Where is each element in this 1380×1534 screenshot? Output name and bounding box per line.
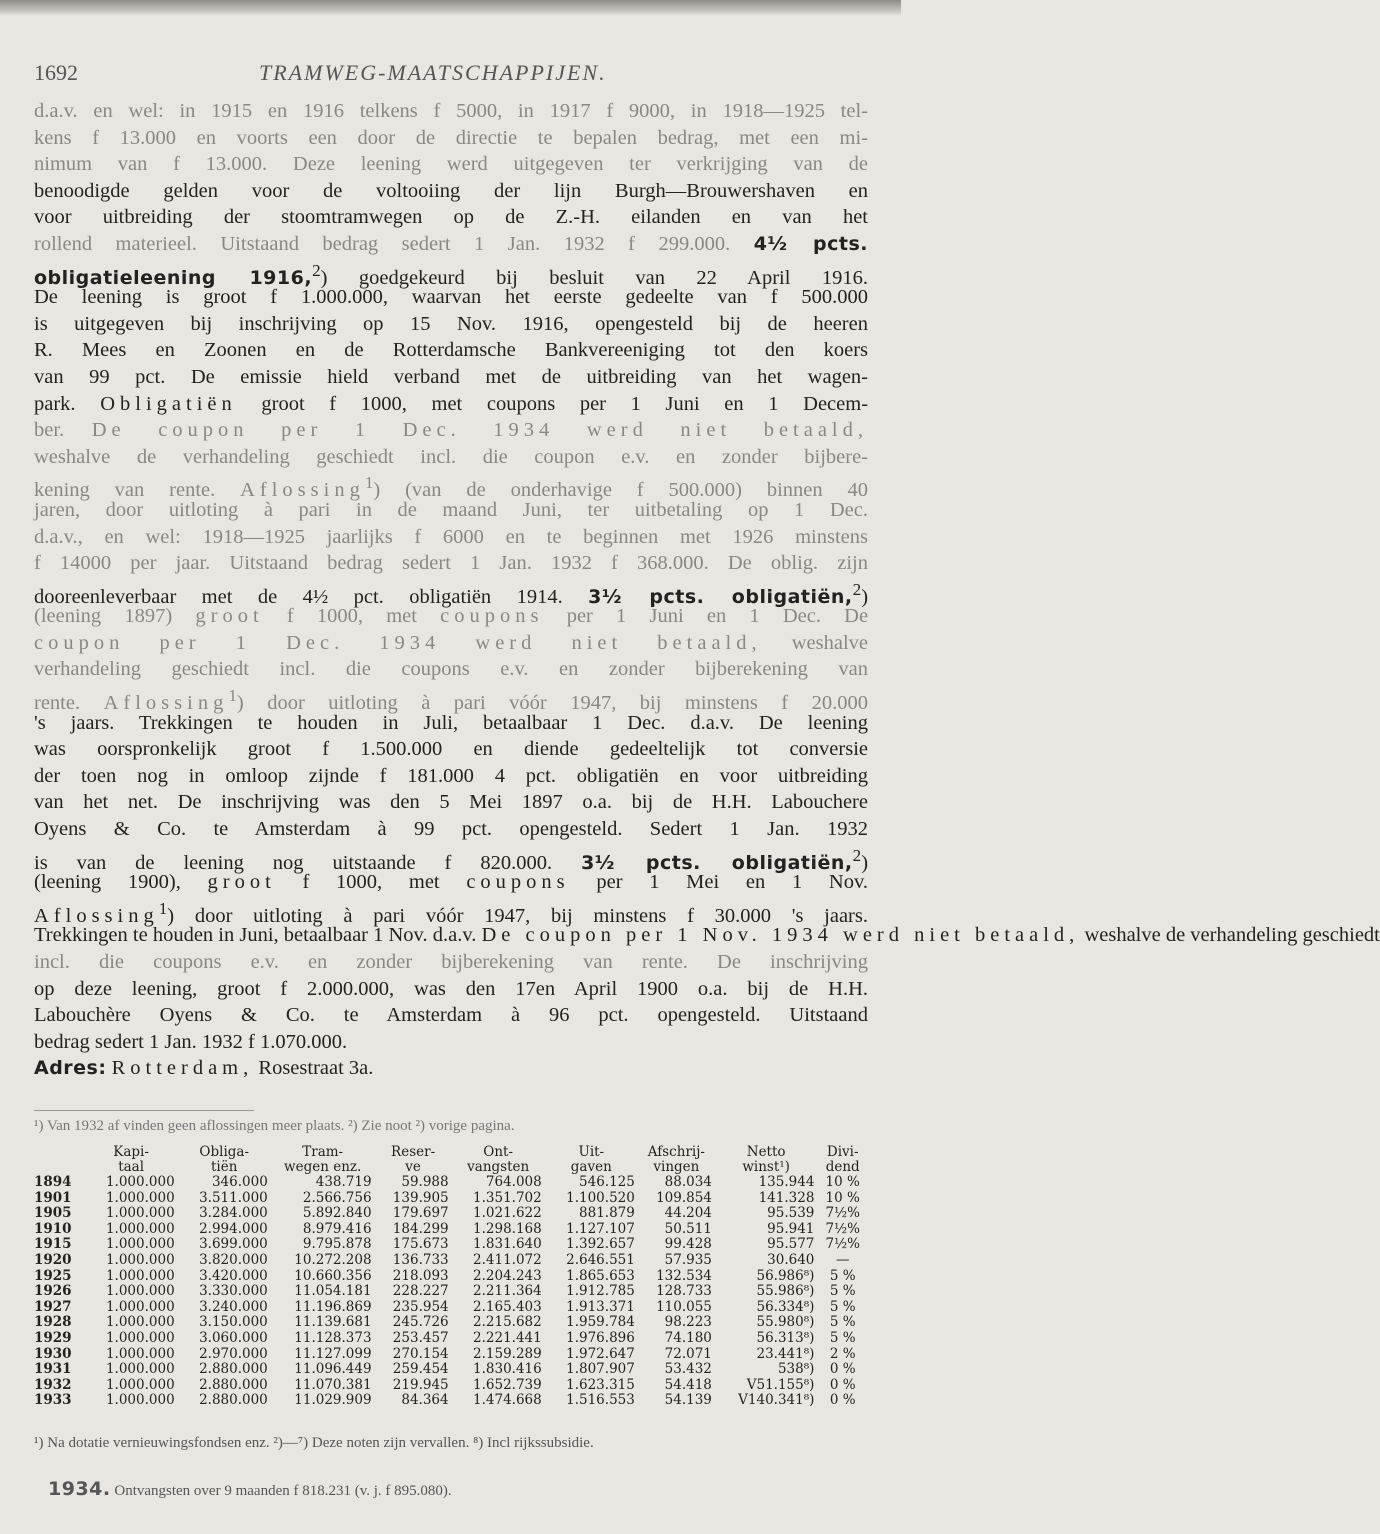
table-cell: 11.128.373 xyxy=(294,1329,372,1346)
text-line: der toen nog in omloop zijnde f 181.000 4 pct. obligatiën en voor uitbreiding xyxy=(34,764,868,787)
table-cell: 5 % xyxy=(829,1283,856,1300)
table-cell: 8.979.416 xyxy=(302,1220,372,1237)
table-cell: 10 % xyxy=(825,1174,860,1190)
table-cell: 3.511.000 xyxy=(199,1189,268,1206)
table-cell: 245.726 xyxy=(392,1314,449,1331)
table-row xyxy=(34,1362,868,1378)
table-cell: — xyxy=(835,1251,850,1268)
table-cell: 1.000.000 xyxy=(105,1345,175,1362)
table-cell: 3.820.000 xyxy=(199,1251,268,1268)
table-cell: 11.139.681 xyxy=(294,1314,372,1331)
table-cell: 9.795.878 xyxy=(302,1236,372,1253)
table-cell: 74.180 xyxy=(664,1329,712,1346)
table-cell: 764.008 xyxy=(485,1174,542,1190)
text-line: Trekkingen te houden in Juni, betaalbaar 1 Nov. d.a.v. De coupon per 1 Nov. 1934 werd niet betaald, weshalve de verhandeling geschiedt xyxy=(34,924,1380,947)
text-line: R. Mees en Zoonen en de Rotterdamsche Bankvereeniging tot den koers xyxy=(34,339,868,362)
table-cell: 2.411.072 xyxy=(473,1251,542,1268)
text-line: Labouchère Oyens & Co. te Amsterdam à 96 pct. opengesteld. Uitstaand xyxy=(34,1004,868,1027)
text-line: is uitgegeven bij inschrijving op 15 Nov. 1916, opengesteld bij de heeren xyxy=(34,312,868,335)
table-row xyxy=(34,1284,868,1300)
table-cell: 0 % xyxy=(829,1376,856,1393)
text-line: coupon per 1 Dec. 1934 werd niet betaald, weshalve xyxy=(34,631,869,654)
table-cell: 1.000.000 xyxy=(105,1376,175,1393)
table-cell: 10 % xyxy=(825,1189,860,1206)
table-cell: 1.000.000 xyxy=(105,1251,175,1268)
text-line: kens f 13.000 en voorts een door de directie te bepalen bedrag, met een mi- xyxy=(34,126,868,149)
table-cell: 270.154 xyxy=(392,1345,449,1362)
table-cell: 1.865.653 xyxy=(566,1267,635,1284)
column-header: Ont- vangsten xyxy=(467,1144,530,1175)
text-line: voor uitbreiding der stoomtramwegen op de Z.-H. eilanden en van het xyxy=(34,206,868,229)
table-cell: 1.000.000 xyxy=(105,1283,175,1300)
text-line: Oyens & Co. te Amsterdam à 99 pct. opengesteld. Sedert 1 Jan. 1932 xyxy=(34,818,868,841)
text-line: van het net. De inschrijving was den 5 Mei 1897 o.a. bij de H.H. Labouchere xyxy=(34,791,868,814)
table-cell: 11.070.381 xyxy=(294,1376,372,1393)
table-cell: 1.972.647 xyxy=(566,1345,635,1362)
table-cell: 1.474.668 xyxy=(473,1392,542,1409)
text-line: verhandeling geschiedt incl. die coupons e.v. en zonder bijberekening van xyxy=(34,658,868,681)
table-cell: 11.054.181 xyxy=(294,1283,372,1300)
table-cell: 1.000.000 xyxy=(105,1267,175,1284)
table-cell: 110.055 xyxy=(656,1298,712,1315)
table-cell: 3.699.000 xyxy=(199,1236,268,1253)
year-cell: 1928 xyxy=(34,1314,72,1331)
table-cell: 11.096.449 xyxy=(294,1361,372,1378)
table-cell: 2.215.682 xyxy=(473,1314,542,1331)
text-line: kening van rente. Aflossing$^1$) (van de onderhavige f 500.000) binnen 40 xyxy=(34,473,868,502)
text-line: op deze leening, groot f 2.000.000, was den 17en April 1900 o.a. bij de H.H. xyxy=(34,977,868,1000)
year-cell: 1915 xyxy=(34,1236,72,1253)
table-cell: 3.060.000 xyxy=(199,1329,268,1346)
table-cell: 1.959.784 xyxy=(566,1314,635,1331)
table-cell: 2.994.000 xyxy=(199,1220,268,1237)
table-cell: 132.534 xyxy=(656,1267,712,1284)
table-cell: 11.196.869 xyxy=(294,1298,372,1315)
table-header xyxy=(34,1145,868,1175)
table-cell: 44.204 xyxy=(664,1205,712,1222)
year-cell: 1925 xyxy=(34,1267,72,1284)
loan-heading: 4½ pcts. xyxy=(753,232,869,255)
table-cell: 1.000.000 xyxy=(105,1220,175,1237)
table-cell: 1.912.785 xyxy=(566,1283,635,1300)
table-cell: 128.733 xyxy=(656,1283,712,1300)
column-header: Netto winst¹) xyxy=(742,1144,790,1175)
table-cell: 1.000.000 xyxy=(105,1392,175,1409)
year-text: Ontvangsten over 9 maanden f 818.231 (v. j. f 895.080). xyxy=(114,1483,452,1499)
table-cell: 3.284.000 xyxy=(199,1205,268,1222)
table-cell: 10.660.356 xyxy=(294,1267,372,1284)
text-line: (leening 1900), groot f 1000, met coupons per 1 Mei en 1 Nov. xyxy=(34,871,868,894)
table-cell: 3.420.000 xyxy=(199,1267,268,1284)
loan-heading: obligatieleening 1916, xyxy=(34,266,313,289)
table-cell: 1.000.000 xyxy=(105,1314,175,1331)
table-cell: 3.240.000 xyxy=(199,1298,268,1315)
table-cell: 135.944 xyxy=(758,1174,815,1190)
table-cell: 2.880.000 xyxy=(199,1392,268,1409)
table-cell: 1.298.168 xyxy=(473,1220,542,1237)
year-cell: 1932 xyxy=(34,1376,72,1393)
table-cell: 228.227 xyxy=(392,1283,449,1300)
table-cell: 2.880.000 xyxy=(199,1361,268,1378)
page-number: 1692 xyxy=(34,60,78,85)
column-header: Uit- gaven xyxy=(570,1144,612,1175)
column-header: Divi- dend xyxy=(825,1144,860,1175)
table-cell: 546.125 xyxy=(579,1174,635,1190)
year-cell: 1930 xyxy=(34,1345,72,1362)
year-cell: 1926 xyxy=(34,1283,72,1300)
year-note xyxy=(48,1478,452,1500)
running-title: TRAMWEG-MAATSCHAPPIJEN. xyxy=(259,60,607,85)
table-cell: V51.155⁸) xyxy=(746,1376,815,1393)
table-cell: 2.221.441 xyxy=(473,1329,542,1346)
text-line: incl. die coupons e.v. en zonder bijberekening van rente. De inschrijving xyxy=(34,951,868,973)
table-cell: 1.807.907 xyxy=(566,1361,635,1378)
table-row xyxy=(34,1393,868,1409)
table-cell: 1.830.416 xyxy=(473,1361,542,1378)
table-cell: 95.539 xyxy=(767,1205,815,1222)
table-cell: 438.719 xyxy=(315,1174,372,1190)
table-cell: 5 % xyxy=(829,1267,856,1284)
table-cell: 72.071 xyxy=(664,1345,712,1362)
table-cell: 1.000.000 xyxy=(105,1361,175,1378)
column-header: Kapi- taal xyxy=(113,1144,149,1175)
table-row xyxy=(34,1237,868,1253)
table-cell: 184.299 xyxy=(392,1220,449,1237)
table-row xyxy=(34,1331,868,1347)
table-row xyxy=(34,1253,868,1269)
table-cell: 5 % xyxy=(829,1298,856,1315)
table-cell: 1.000.000 xyxy=(105,1189,175,1206)
table-cell: 175.673 xyxy=(392,1236,449,1253)
table-cell: 7½% xyxy=(825,1236,860,1253)
financial-table xyxy=(34,1145,868,1409)
table-row xyxy=(34,1206,868,1222)
table-cell: 59.988 xyxy=(401,1174,449,1190)
table-row xyxy=(34,1191,868,1207)
table-cell: 1.000.000 xyxy=(105,1205,175,1222)
table-cell: 11.127.099 xyxy=(294,1345,372,1362)
table-cell: 95.941 xyxy=(767,1220,815,1237)
table-cell: 1.392.657 xyxy=(566,1236,635,1253)
text-line: d.a.v. en wel: in 1915 en 1916 telkens f 5000, in 1917 f 9000, in 1918—1925 tel- xyxy=(34,100,868,122)
column-header: Obliga- tiën xyxy=(199,1144,250,1175)
table-cell: 1.000.000 xyxy=(105,1174,175,1190)
text-line: bedrag sedert 1 Jan. 1932 f 1.070.000. xyxy=(34,1030,348,1053)
table-row xyxy=(34,1269,868,1285)
table-cell: 55.980⁸) xyxy=(756,1314,815,1331)
year-cell: 1910 xyxy=(34,1220,72,1237)
table-cell: 54.418 xyxy=(664,1376,712,1393)
text-line: rollend materieel. Uitstaand bedrag sedert 1 Jan. 1932 f 299.000. 4½ pcts. xyxy=(34,232,869,255)
scan-edge xyxy=(0,0,901,16)
table-cell: 50.511 xyxy=(664,1220,712,1237)
year-cell: 1905 xyxy=(34,1205,72,1222)
table-cell: 109.854 xyxy=(656,1189,712,1206)
table-row xyxy=(34,1300,868,1316)
text-line: weshalve de verhandeling geschiedt incl. die coupon e.v. en zonder bijbere- xyxy=(34,445,868,468)
text-line: obligatieleening 1916,$^2$) goedgekeurd bij besluit van 22 April 1916. xyxy=(34,260,869,289)
year-cell: 1894 xyxy=(34,1174,72,1190)
address-label: Adres: xyxy=(34,1057,107,1080)
table-cell: 1.351.702 xyxy=(473,1189,542,1206)
text-line: was oorspronkelijk groot f 1.500.000 en diende gedeeltelijk tot conversie xyxy=(34,738,868,761)
table-cell: 11.029.909 xyxy=(294,1392,372,1409)
table-cell: 7½% xyxy=(825,1205,860,1222)
table-cell: 30.640 xyxy=(767,1251,815,1268)
year-cell: 1927 xyxy=(34,1298,72,1315)
text-line: Aflossing$^1$) door uitloting à pari vóór 1947, bij minstens f 30.000 's jaars. xyxy=(34,898,868,927)
text-line: 's jaars. Trekkingen te houden in Juli, betaalbaar 1 Dec. d.a.v. De leening xyxy=(34,711,868,734)
page-header xyxy=(34,60,864,90)
text-line: ber. De coupon per 1 Dec. 1934 werd niet betaald, xyxy=(34,419,869,442)
table-cell: 56.986⁸) xyxy=(756,1267,815,1284)
body-text xyxy=(34,98,1380,1082)
table-cell: 5 % xyxy=(829,1314,856,1331)
table-cell: 1.000.000 xyxy=(105,1329,175,1346)
table-cell: 1.000.000 xyxy=(105,1298,175,1315)
table-row xyxy=(34,1175,868,1191)
table-row xyxy=(34,1347,868,1363)
table-cell: 538⁸) xyxy=(777,1361,815,1378)
table-row xyxy=(34,1378,868,1394)
table-row xyxy=(34,1315,868,1331)
table-cell: 55.986⁸) xyxy=(756,1283,815,1300)
table-cell: 1.000.000 xyxy=(105,1236,175,1253)
table-row xyxy=(34,1222,868,1238)
footnote-rule xyxy=(34,1110,254,1111)
text-line: benoodigde gelden voor de voltooiing der lijn Burgh—Brouwershaven en xyxy=(34,179,868,202)
table-cell: 218.093 xyxy=(392,1267,449,1284)
table-cell: 3.150.000 xyxy=(199,1314,268,1331)
table-cell: 139.905 xyxy=(392,1189,449,1206)
loan-heading: 3½ pcts. obligatiën, xyxy=(581,851,853,874)
text-line: van 99 pct. De emissie hield verband met de uitbreiding van het wagen- xyxy=(34,365,868,388)
table-cell: 84.364 xyxy=(401,1392,449,1409)
year-cell: 1901 xyxy=(34,1189,72,1206)
table-cell: 2.204.243 xyxy=(473,1267,542,1284)
table-cell: 56.334⁸) xyxy=(756,1298,815,1315)
table-cell: 259.454 xyxy=(392,1361,449,1378)
table-cell: 99.428 xyxy=(664,1236,712,1253)
table-cell: 5.892.840 xyxy=(302,1205,372,1222)
table-cell: 346.000 xyxy=(211,1174,268,1190)
table-cell: V140.341⁸) xyxy=(738,1392,815,1409)
table-cell: 2.646.551 xyxy=(566,1251,635,1268)
table-cell: 7½% xyxy=(825,1220,860,1237)
text-line: park. Obligatiën groot f 1000, met coupons per 1 Juni en 1 Decem- xyxy=(34,392,869,415)
table-cell: 1.623.315 xyxy=(566,1376,635,1393)
table-cell: 1.127.107 xyxy=(566,1220,635,1237)
column-header: Reser- ve xyxy=(391,1144,436,1175)
table-cell: 1.100.520 xyxy=(566,1189,635,1206)
text-line: rente. Aflossing$^1$) door uitloting à pari vóór 1947, bij minstens f 20.000 xyxy=(34,686,868,714)
table-cell: 10.272.208 xyxy=(294,1251,372,1268)
table-cell: 235.954 xyxy=(392,1298,449,1315)
table-cell: 136.733 xyxy=(392,1251,449,1268)
table-cell: 23.441⁸) xyxy=(756,1345,815,1362)
table-cell: 95.577 xyxy=(767,1236,815,1253)
table-cell: 88.034 xyxy=(664,1174,712,1190)
table-cell: 1.913.371 xyxy=(566,1298,635,1315)
year-cell: 1931 xyxy=(34,1361,72,1378)
table-cell: 5 % xyxy=(829,1329,856,1346)
footnote-bottom: ¹) Na dotatie vernieuwingsfondsen enz. ²)—⁷) Deze noten zijn vervallen. ⁸) Incl rijkssubsidie. xyxy=(34,1435,594,1451)
year-cell: 1920 xyxy=(34,1251,72,1268)
table-cell: 0 % xyxy=(829,1392,856,1409)
table-cell: 2.566.756 xyxy=(302,1189,372,1206)
table-cell: 141.328 xyxy=(758,1189,815,1206)
column-header: Afschrij- vingen xyxy=(647,1144,705,1175)
table-cell: 54.139 xyxy=(664,1392,712,1409)
table-cell: 2.880.000 xyxy=(199,1376,268,1393)
year-cell: 1933 xyxy=(34,1392,72,1409)
table-cell: 2.159.289 xyxy=(473,1345,542,1362)
text-line: jaren, door uitloting à pari in de maand Juni, ter uitbetaling op 1 Dec. xyxy=(34,498,868,521)
text-line: nimum van f 13.000. Deze leening werd uitgegeven ter verkrijging van de xyxy=(34,153,868,176)
address-line: Adres: Rotterdam, Rosestraat 3a. xyxy=(34,1057,374,1080)
text-line: dooreenleverbaar met de 4½ pct. obligatiën 1914. 3½ pcts. obligatiën,$^2$) xyxy=(34,579,869,608)
table-cell: 881.879 xyxy=(579,1205,635,1222)
table-cell: 253.457 xyxy=(392,1329,449,1346)
table-cell: 2 % xyxy=(829,1345,856,1362)
table-cell: 53.432 xyxy=(664,1361,712,1378)
table-cell: 2.970.000 xyxy=(199,1345,268,1362)
table-cell: 1.516.553 xyxy=(566,1392,635,1409)
text-line: De leening is groot f 1.000.000, waarvan het eerste gedeelte van f 500.000 xyxy=(34,286,868,309)
table-cell: 3.330.000 xyxy=(199,1283,268,1300)
table-cell: 1.021.622 xyxy=(473,1205,542,1222)
table-cell: 179.697 xyxy=(392,1205,449,1222)
year-label: 1934. xyxy=(48,1478,111,1500)
column-header xyxy=(34,1145,85,1175)
table-cell: 2.211.364 xyxy=(473,1283,542,1300)
table-body xyxy=(34,1175,868,1409)
text-line: f 14000 per jaar. Uitstaand bedrag sedert 1 Jan. 1932 f 368.000. De oblig. zijn xyxy=(34,552,868,575)
table-cell: 98.223 xyxy=(664,1314,712,1331)
table-cell: 0 % xyxy=(829,1361,856,1378)
column-header: Tram- wegen enz. xyxy=(284,1144,362,1175)
loan-heading: 3½ pcts. obligatiën, xyxy=(588,585,853,608)
text-line: is van de leening nog uitstaande f 820.000. 3½ pcts. obligatiën,$^2$) xyxy=(34,845,869,874)
text-line: d.a.v., en wel: 1918—1925 jaarlijks f 6000 en te beginnen met 1926 minstens xyxy=(34,525,868,548)
table-cell: 1.652.739 xyxy=(473,1376,542,1393)
table-cell: 57.935 xyxy=(664,1251,712,1268)
table-cell: 1.976.896 xyxy=(566,1329,635,1346)
year-cell: 1929 xyxy=(34,1329,72,1346)
footnote-top: ¹) Van 1932 af vinden geen aflossingen meer plaats. ²) Zie noot ²) vorige pagina. xyxy=(34,1118,515,1134)
text-line: (leening 1897) groot f 1000, met coupons per 1 Juni en 1 Dec. De xyxy=(34,605,869,628)
table-cell: 2.165.403 xyxy=(473,1298,542,1315)
table-cell: 219.945 xyxy=(392,1376,449,1393)
table-cell: 56.313⁸) xyxy=(756,1329,815,1346)
table-cell: 1.831.640 xyxy=(473,1236,542,1253)
